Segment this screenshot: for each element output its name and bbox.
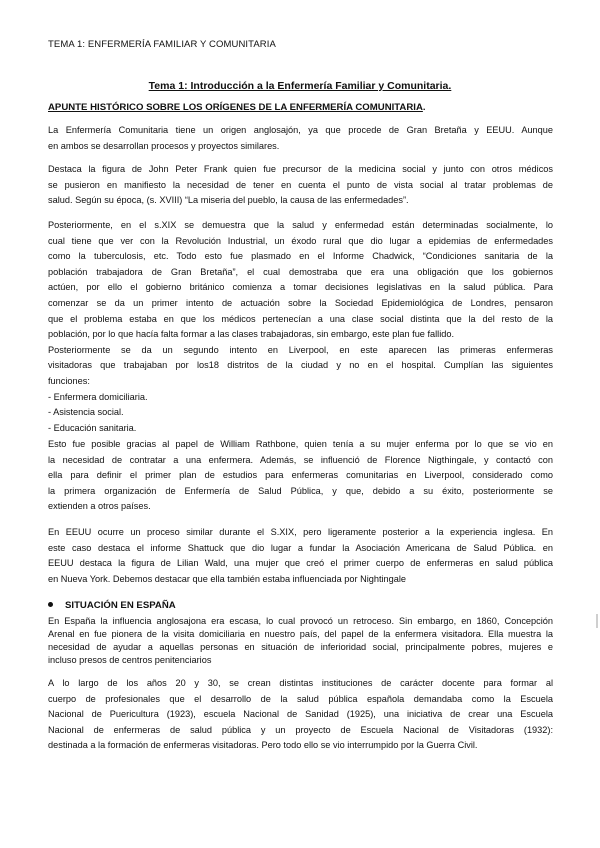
paragraph-2 bbox=[48, 162, 553, 209]
text-line: población trabajadora de Gran Bretaña”, el cual demostraba que era una obligación que los gobiernos bbox=[48, 266, 553, 277]
text-line: Arenal en fue pionera de la visita domiciliaria en nuestro país, del papel de la enfermera visitadora. Ella muestra la bbox=[48, 629, 553, 639]
text-line: extienden a otros países. bbox=[48, 501, 151, 512]
paragraph-6 bbox=[48, 615, 553, 667]
section-heading bbox=[48, 600, 176, 611]
text-line: comenzar se da un primer intento de actuación sobre la Sociedad Epidemiológica de Londres, pensaron bbox=[48, 297, 553, 308]
text-line: Nacional de enfermeras de salud pública y un proyecto de Escuela Nacional de Visitadoras (1932): bbox=[48, 724, 553, 735]
text-line: población, por lo que hacía falta formar a las clases trabajadoras, sin embargo, este plan fue fallido. bbox=[48, 329, 455, 340]
text-line: la necesidad de contratar a una enfermera. Además, se influenció de Florence Nigthingale, y contactó con bbox=[48, 454, 553, 465]
text-line: cuerpo de profesionales que el desarrollo de la salud pública española demandaba como la Escuela bbox=[48, 693, 553, 704]
paragraph-5 bbox=[48, 525, 553, 587]
text-line: incluso presos de centros penitenciarios bbox=[48, 655, 212, 665]
text-line: se pusieron en manifiesto la necesidad de tener en cuenta el punto de vista social al tratar problemas de bbox=[48, 179, 553, 190]
paragraph-4 bbox=[48, 437, 553, 515]
scan-edge-mark bbox=[596, 614, 598, 628]
text-line: Nacional de Puericultura (1923), escuela Nacional de Sanidad (1925), una iniciativa de crear una Escuela bbox=[48, 709, 553, 720]
text-line: actúen, por ello el gobierno británico comienza a tomar decisiones legislativas en la salud pública. Para bbox=[48, 282, 553, 293]
text-line: La Enfermería Comunitaria tiene un origen anglosajón, ya que procede de Gran Bretaña y EEUU. Aunque bbox=[48, 125, 553, 135]
text-line: en Nueva York. Debemos destacar que ella también estaba influenciada por Nightingale bbox=[48, 573, 407, 584]
text-line: este caso destaca el informe Shattuck que dio lugar a fundar la Asociación Americana de Salud Pública. en bbox=[48, 542, 553, 553]
document-title: Tema 1: Introducción a la Enfermería Familiar y Comunitaria. bbox=[148, 80, 452, 92]
section-subtitle bbox=[48, 102, 426, 113]
text-line: Posteriormente, en el s.XIX se demuestra que la salud y enfermedad están determinadas socialmente, lo bbox=[48, 220, 553, 230]
text-line: ella para definir el primer plan de estudios para enfermeras comunitarias en Liverpool, considerado como bbox=[48, 470, 553, 481]
list-item: - Educación sanitaria. bbox=[48, 422, 137, 433]
list-item: - Enfermera domiciliaria. bbox=[48, 391, 148, 402]
text-line: la primera organización de Enfermería de Salud Pública, y que, debido a su éxito, posteriormente se bbox=[48, 485, 553, 496]
subtitle-period: . bbox=[422, 102, 426, 113]
text-line: A lo largo de los años 20 y 30, se crean distintas instituciones de carácter docente para formar al bbox=[48, 678, 553, 688]
text-line: En España la influencia anglosajona era escasa, lo cual provocó un retroceso. Sin embargo, en 1860, Concepción bbox=[48, 616, 553, 626]
subtitle-text: APUNTE HISTÓRICO SOBRE LOS ORÍGENES DE LA ENFERMERÍA COMUNITARIA bbox=[48, 102, 423, 113]
text-line: visitadoras que trabajaban por los18 distritos de la ciudad y no en el hospital. Cumplían las siguientes bbox=[48, 360, 553, 371]
text-line: Posteriormente se da un segundo intento en Liverpool, en este aparecen las primeras enfermeras bbox=[48, 344, 553, 355]
text-line: En EEUU ocurre un proceso similar durante el S.XIX, pero ligeramente posterior a la experiencia inglesa. En bbox=[48, 527, 553, 537]
paragraph-7 bbox=[48, 676, 553, 754]
bullet-icon bbox=[48, 602, 53, 607]
text-line: Esto fue posible gracias al papel de William Rathbone, quien tenía a su mujer enferma por lo que se vio en bbox=[48, 439, 553, 449]
text-line: que el problema estaba en que los médicos pertenecían a una clase social distinta que la del resto de la bbox=[48, 313, 553, 324]
text-line: cual tiene que ver con la Revolución Industrial, un éxodo rural que dio lugar a epidemias de enfermedades bbox=[48, 235, 553, 246]
text-line: EEUU destaca la figura de Lilian Wald, una mujer que creó el primer cuerpo de enfermeras en salud pública bbox=[48, 558, 553, 569]
running-header: TEMA 1: ENFERMERÍA FAMILIAR Y COMUNITARIA bbox=[48, 39, 276, 50]
section-heading-text: SITUACIÓN EN ESPAÑA bbox=[65, 600, 176, 611]
text-line: salud. Según su época, (s. XVIII) “La miseria del pueblo, la causa de las enfermedades”. bbox=[48, 195, 409, 206]
text-line: destinada a la formación de enfermeras visitadoras. Pero todo ello se vio interrumpido por la Guerra Civil. bbox=[48, 740, 478, 751]
paragraph-3 bbox=[48, 218, 553, 436]
text-line: funciones: bbox=[48, 375, 90, 386]
text-line: necesidad de ayudar a aquellas personas en situación de inferioridad social, principalmente pobres, mujeres e bbox=[48, 642, 553, 652]
list-item: - Asistencia social. bbox=[48, 407, 124, 418]
text-line: en ambos se desarrollan procesos y proyectos similares. bbox=[48, 140, 280, 151]
paragraph-1 bbox=[48, 123, 553, 154]
text-line: como la tuberculosis, etc. Todo esto fue plasmado en el Informe Chadwick, “Condiciones sanitaria de la bbox=[48, 251, 553, 262]
text-line: Destaca la figura de John Peter Frank quien fue precursor de la medicina social y junto con otros médicos bbox=[48, 164, 553, 174]
